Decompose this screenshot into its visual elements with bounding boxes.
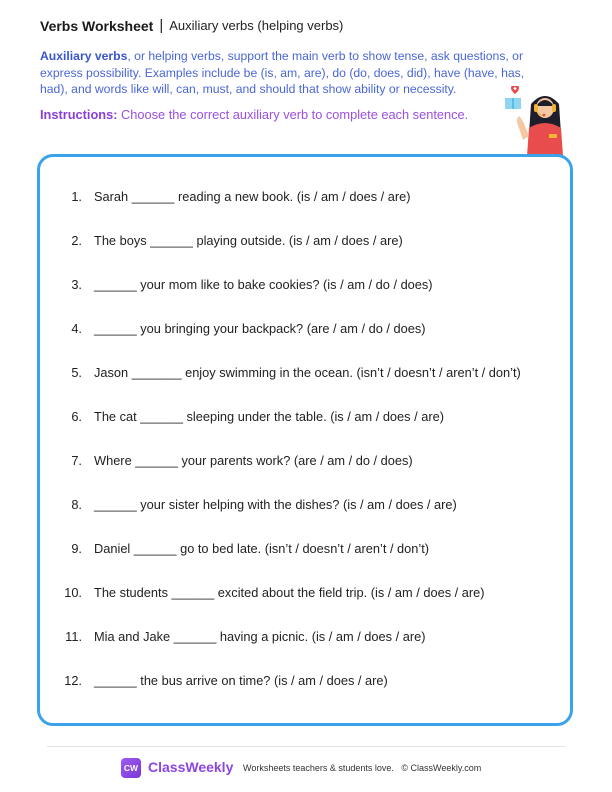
question-item: [40, 277, 433, 292]
question-text: ______ your mom like to bake cookies? (is / am / do / does): [94, 277, 433, 292]
footer-tagline: Worksheets teachers & students love. © ClassWeekly.com: [243, 763, 482, 773]
intro-term: Auxiliary verbs: [40, 49, 128, 63]
question-number: 2.: [71, 233, 82, 248]
classweekly-logo-icon: CW: [121, 758, 141, 778]
footer-divider: [47, 746, 565, 747]
question-text: The cat ______ sleeping under the table. (is / am / does / are): [94, 409, 444, 424]
question-text: Jason _______ enjoy swimming in the ocean. (isn’t / doesn’t / aren’t / don’t): [94, 365, 521, 380]
question-item: [40, 321, 426, 336]
question-text: ______ you bringing your backpack? (are / am / do / does): [94, 321, 426, 336]
question-item: [40, 629, 425, 644]
question-number: 9.: [71, 541, 82, 556]
question-number: 10.: [64, 585, 82, 600]
worksheet-title: Verbs Worksheet: [40, 17, 154, 34]
intro-text: , or helping verbs, support the main verb to show tense, ask questions, or express possibility. Examples include be (is, am, are), do (do, does, did), have (have, has, had), and words like will, can, must, and should that show ability or necessity.: [40, 49, 525, 96]
question-item: [40, 453, 413, 468]
question-text: ______ your sister helping with the dishes? (is / am / does / are): [94, 497, 457, 512]
question-number: 5.: [71, 365, 82, 380]
question-text: Daniel ______ go to bed late. (isn’t / doesn’t / aren’t / don’t): [94, 541, 430, 556]
question-item: [40, 189, 411, 204]
title-separator: |: [159, 17, 164, 34]
question-item: [40, 541, 429, 556]
question-number: 8.: [71, 497, 82, 512]
question-item: [40, 409, 444, 424]
question-text: Sarah ______ reading a new book. (is / am / does / are): [94, 189, 411, 204]
question-number: 12.: [64, 673, 82, 688]
questions-card: [37, 154, 573, 726]
question-item: [40, 233, 403, 248]
support-woman-illustration: [505, 86, 567, 156]
question-item: [40, 585, 485, 600]
question-text: Mia and Jake ______ having a picnic. (is / am / does / are): [94, 629, 426, 644]
intro-paragraph: [40, 48, 550, 98]
question-number: 3.: [71, 277, 82, 292]
question-text: The students ______ excited about the field trip. (is / am / does / are): [94, 585, 485, 600]
instructions: [40, 106, 470, 123]
question-number: 4.: [71, 321, 82, 336]
brand-name: ClassWeekly: [148, 759, 234, 775]
question-number: 7.: [71, 453, 82, 468]
question-text: The boys ______ playing outside. (is / am / does / are): [94, 233, 403, 248]
question-item: [40, 365, 521, 380]
footer: [0, 756, 612, 780]
worksheet-subtitle: Auxiliary verbs (helping verbs): [169, 18, 344, 33]
instructions-label: Instructions:: [40, 107, 118, 122]
question-item: [40, 673, 388, 688]
question-item: [40, 497, 457, 512]
worksheet-header: [40, 17, 343, 34]
question-text: Where ______ your parents work? (are / am / do / does): [94, 453, 413, 468]
question-number: 1.: [71, 189, 82, 204]
question-text: ______ the bus arrive on time? (is / am / does / are): [94, 673, 388, 688]
instructions-text: Choose the correct auxiliary verb to complete each sentence.: [117, 107, 469, 122]
question-number: 11.: [65, 629, 82, 644]
question-number: 6.: [71, 409, 82, 424]
